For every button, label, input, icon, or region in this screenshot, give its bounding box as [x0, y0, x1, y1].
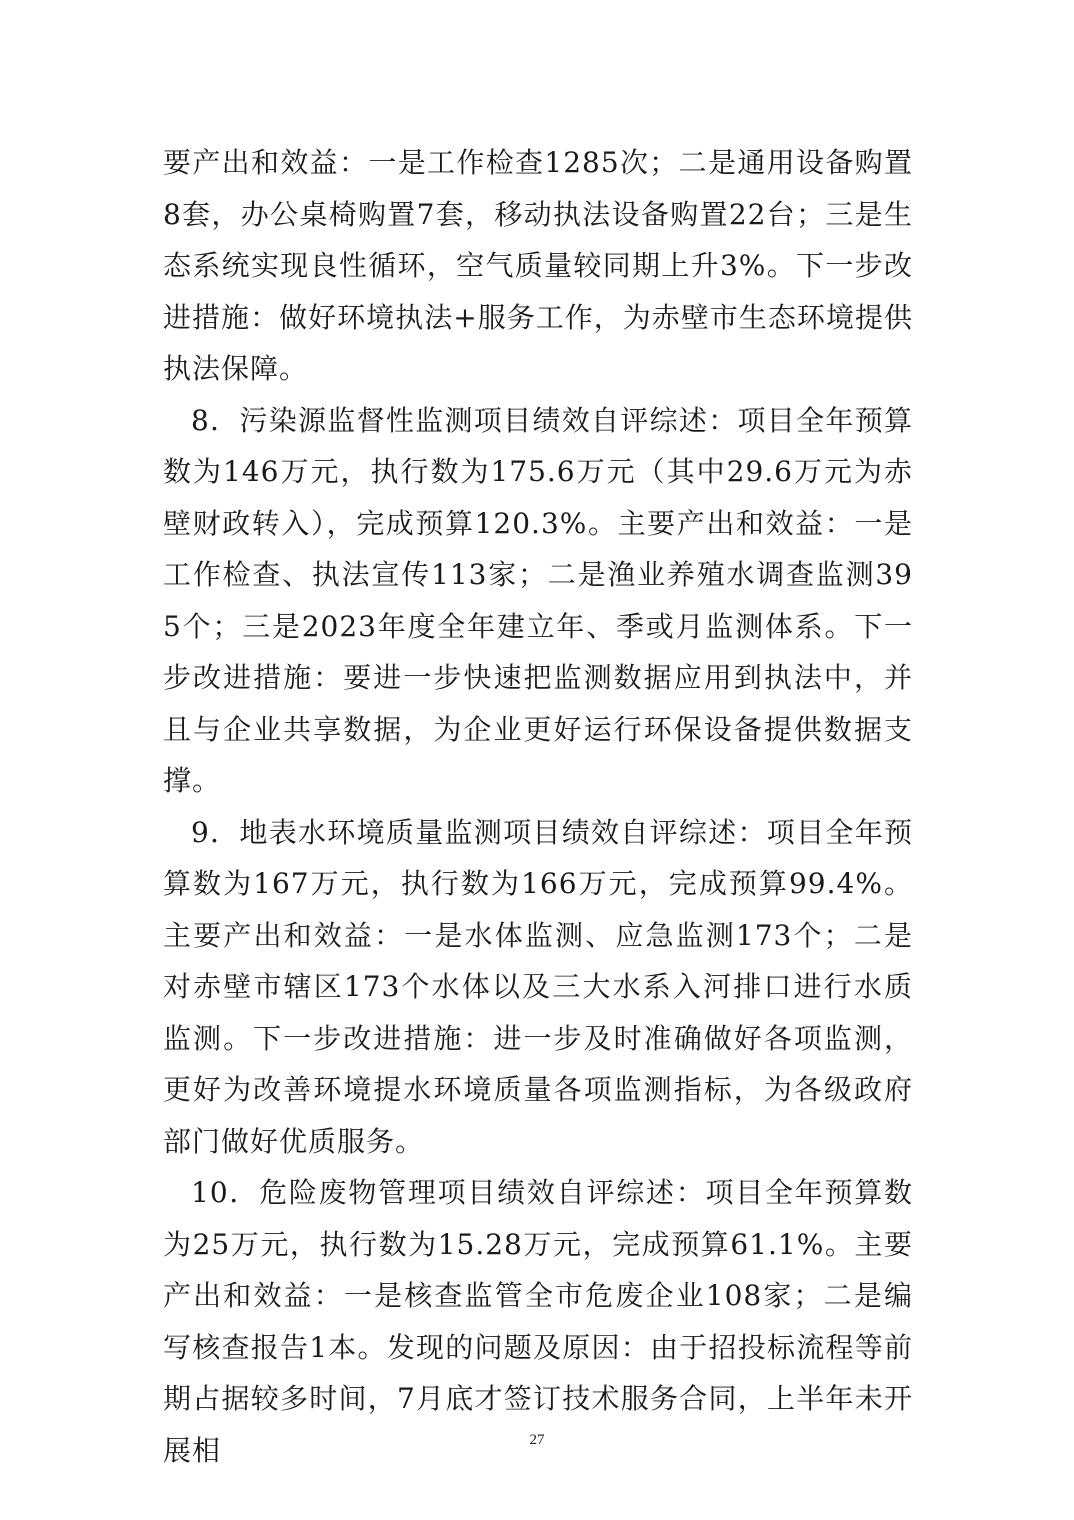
- paragraph-continuation: 要产出和效益：一是工作检查1285次；二是通用设备购置8套，办公桌椅购置7套，移动执法设备购置22台；三是生态系统实现良性循环，空气质量较同期上升3%。下一步改进措施：做好环境执法+服务工作，为赤壁市生态环境提供执法保障。: [163, 146, 913, 385]
- paragraph-item-8: 8．污染源监督性监测项目绩效自评综述：项目全年预算数为146万元，执行数为175.6万元（其中29.6万元为赤壁财政转入），完成预算120.3%。主要产出和效益：一是工作检查、执法宣传113家；二是渔业养殖水调查监测395个；三是2023年度全年建立年、季或月监测体系。下一步改进措施：要进一步快速把监测数据应用到执法中，并且与企业共享数据，为企业更好运行环保设备提供数据支撑。: [163, 403, 913, 797]
- paragraph-item-10: 10．危险废物管理项目绩效自评综述：项目全年预算数为25万元，执行数为15.28万元，完成预算61.1%。主要产出和效益：一是核查监管全市危废企业108家；二是编写核查报告1本。发现的问题及原因：由于招投标流程等前期占据较多时间，7月底才签订技术服务合同，上半年未开展相: [163, 1176, 913, 1467]
- body-text: [163, 137, 913, 1476]
- page-number: 27: [529, 1432, 545, 1448]
- paragraph-item-9: 9．地表水环境质量监测项目绩效自评综述：项目全年预算数为167万元，执行数为166万元，完成预算99.4%。主要产出和效益：一是水体监测、应急监测173个；二是对赤壁市辖区173个水体以及三大水系入河排口进行水质监测。下一步改进措施：进一步及时准确做好各项监测，更好为改善环境提水环境质量各项监测指标，为各级政府部门做好优质服务。: [163, 815, 913, 1158]
